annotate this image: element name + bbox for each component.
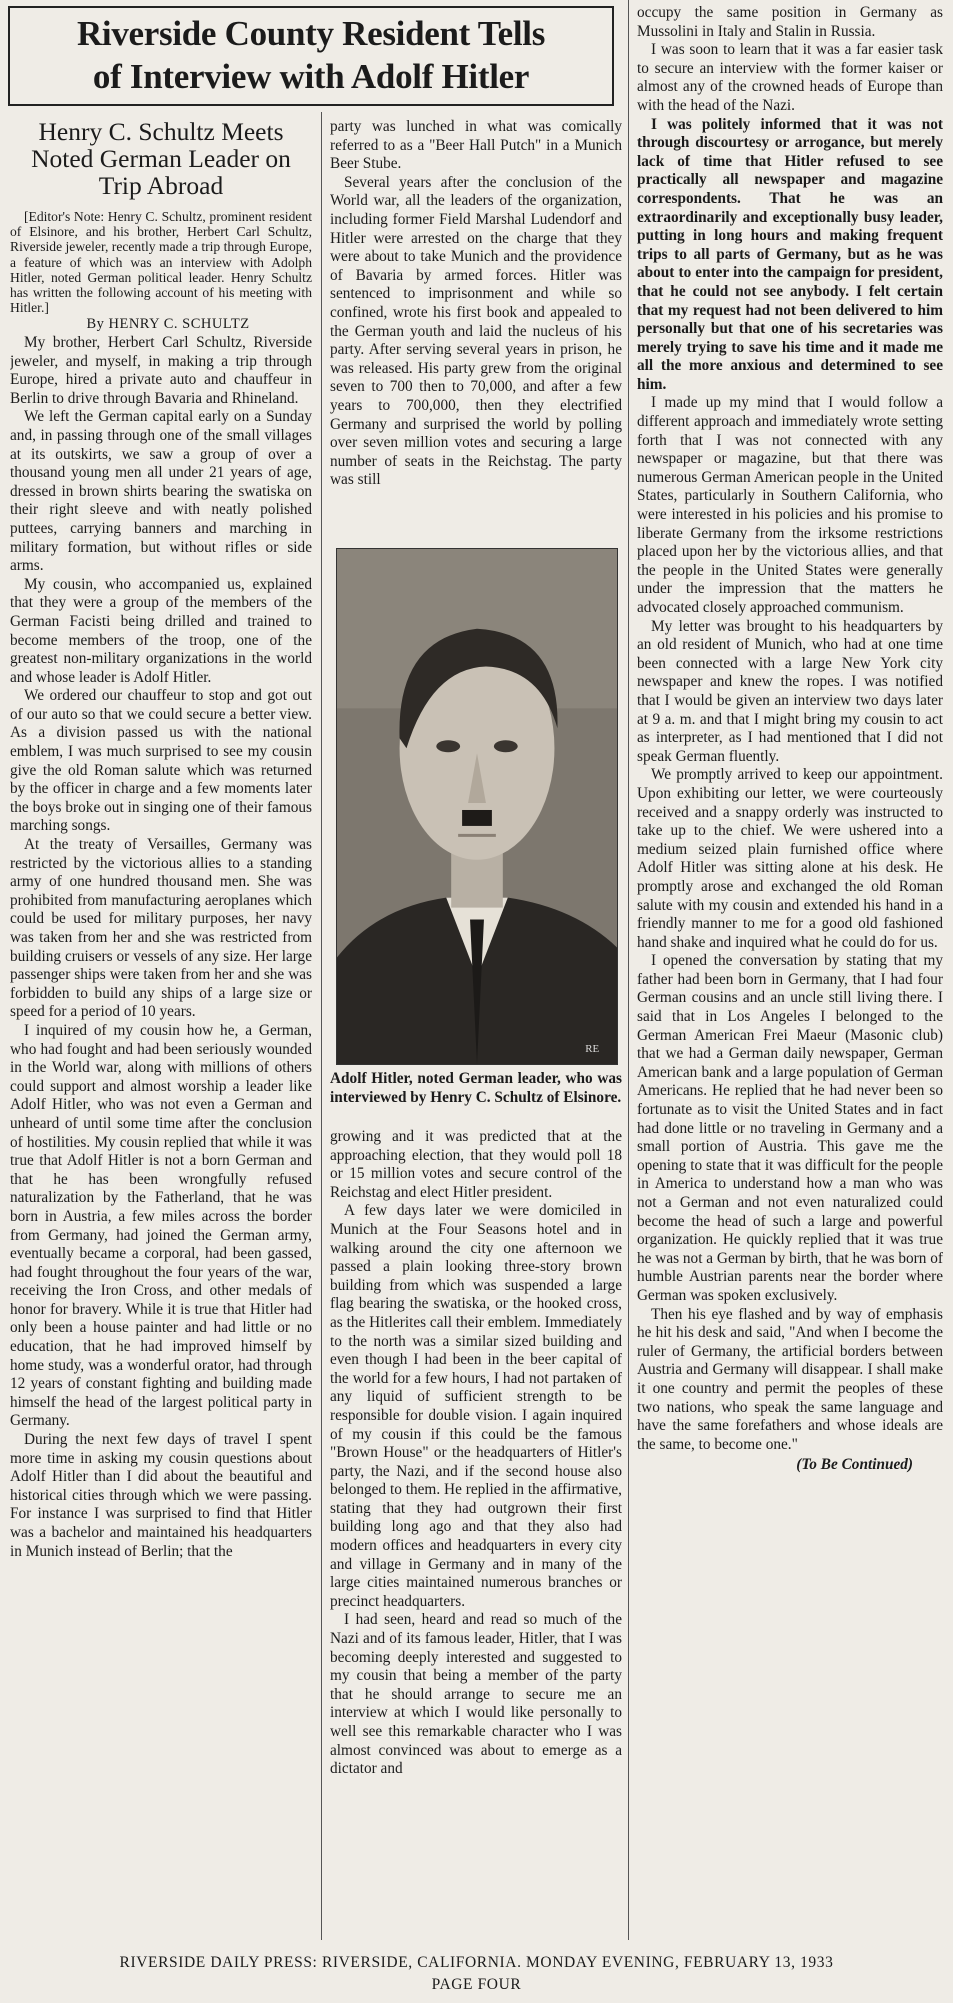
page-number: PAGE FOUR	[431, 1976, 522, 1993]
paragraph: I made up my mind that I would follow a different approach and immediately wrote setting forth that I was not connected with any newspaper or magazine, but that there was numerous German American people in the United States, particularly in Southern California, who were interested in his policies and his promise to liberate Germany from the irksome restrictions placed upon her by the victorious allies, and that the people in the United States were generally under the impression that the matters he advocated closely approached communism.	[637, 394, 943, 616]
paragraph: My brother, Herbert Carl Schultz, Riverside jeweler, and myself, in making a trip through Europe, hired a private auto and chauffeur in Berlin to drive through Bavaria and Rhineland.	[10, 334, 312, 407]
paragraph: My letter was brought to his headquarters by an old resident of Munich, who had at one time been connected with a large New York city newspaper and knew the ropes. I was notified that I would be given an interview two days later at 9 a. m. and that I might bring my cousin to act as interpreter, as I had mentioned that I did not speak German fluently.	[637, 617, 943, 765]
column-3	[637, 4, 943, 1944]
footer-dateline: RIVERSIDE DAILY PRESS: RIVERSIDE, CALIFORNIA. MONDAY EVENING, FEBRUARY 13, 1933	[119, 1954, 834, 1971]
column-1	[10, 118, 312, 1948]
column-2-bottom	[330, 1128, 622, 1938]
continued-note: (To Be Continued)	[796, 1456, 913, 1474]
paragraph: A few days later we were domiciled in Munich at the Four Seasons hotel and in walking around the city one afternoon we passed a plain looking three-story brown building from which was suspended a large flag bearing the swatiska, or the hooked cross, as the Hitlerites call their emblem. Immediately to the north was a similar sized building and even though I had been in the beer capital of the world for a few hours, I had not partaken of any liquid of sufficient strength to be responsible for double vision. I again inquired of my cousin if this could be the famous "Brown House" or the headquarters of Hitler's party, the Nazi, and if the second house also belonged to them. He replied in the affirmative, stating that they had outgrown their first building long ago and that they also had modern offices and headquarters in every city and village in Germany and in many of the large cities maintained numerous branches or precinct headquarters.	[330, 1202, 622, 1610]
editors-note: [Editor's Note: Henry C. Schultz, prominent resident of Elsinore, and his brother, Herbert Carl Schultz, Riverside jeweler, recently made a trip through Europe, a feature of which was an interview with Adolph Hitler, noted German political leader. Henry Schultz has written the following account of his meeting with Hitler.]	[10, 209, 312, 316]
byline: By HENRY C. SCHULTZ	[86, 316, 250, 333]
headline-box	[8, 6, 614, 106]
portrait-photo	[336, 548, 618, 1065]
paragraph: We left the German capital early on a Sunday and, in passing through one of the small villages at its outskirts, we saw a group of over a thousand young men all under 21 years of age, dressed in brown shirts bearing the swatiska on their right sleeve and with neatly polished puttees, carrying banners and marching in military formation, but without rifles or side arms.	[10, 408, 312, 575]
paragraph: Then his eye flashed and by way of emphasis he hit his desk and said, "And when I become the ruler of Germany, the artificial borders between Austria and Germany will disappear. I shall make it one country and permit the peoples of these two nations, who speak the same language and have the same forefathers and whose ideals are the same, to become one."	[637, 1305, 943, 1453]
paragraph: I opened the conversation by stating that my father had been born in Germany, that I had four German cousins and an uncle still living there. I said that in Los Angeles I belonged to the German American Frei Maeur (Masonic club) that we had a German daily newspaper, German American bank and a large population of German Americans. He replied that he had never been so fortunate as to visit the United States and in fact had done little or no traveling in Germany and a small portion of Austria. This gave me the opening to state that it was difficult for the people in America to understand how a man who was not a German and not even naturalized could become the head of such a large and powerful organization. He quickly replied that it was true he was not a German by birth, that he was born of humble Austrian parents near the border where German was spoken exclusively.	[637, 952, 943, 1304]
photo-caption: Adolf Hitler, noted German leader, who was interviewed by Henry C. Schultz of Elsinore.	[330, 1070, 622, 1106]
page-footer	[0, 1952, 953, 1996]
paragraph: occupy the same position in Germany as Mussolini in Italy and Stalin in Russia.	[637, 4, 943, 40]
paragraph: I had seen, heard and read so much of the Nazi and of its famous leader, Hitler, that I was becoming deeply interested and suggested to my cousin that being a member of the party that he should arrange to secure me an interview at which I would like personally to well see this remarkable character who I was almost convinced was about to emerge as a dictator and	[330, 1611, 622, 1778]
column-2-top	[330, 118, 622, 543]
paragraph: I was politely informed that it was not through discourtesy or arrogance, but merely lack of time that Hitler refused to see practically all newspaper and magazine correspondents. That he was an extraordinarily and exceptionally busy leader, putting in long hours and making frequent trips to all parts of Germany, but as he was about to enter into the campaign for president, that he could not see anybody. I felt certain that my request had not been delivered to him personally but that one of his secretaries was merely trying to save his time and it made me all the more anxious and determined to see him.	[637, 115, 943, 393]
headline-line-1: Riverside County Resident Tells	[76, 14, 546, 53]
column-rule-1	[321, 112, 322, 1940]
photo-watermark: RE	[585, 1043, 600, 1056]
column-rule-2-top	[628, 0, 629, 112]
subheadline: Henry C. Schultz Meets Noted German Leader on Trip Abroad	[31, 118, 291, 200]
paragraph: We promptly arrived to keep our appointment. Upon exhibiting our letter, we were courteously received and a snappy orderly was instructed to take up to the chief. We were ushered into a medium seized plain furnished office where Adolf Hitler was sitting alone at his desk. He promptly arose and exchanged the old Roman salute with my cousin and extended his hand in a friendly manner to me for a good old fashioned hand shake and inquired what he could do for us.	[637, 766, 943, 951]
paragraph: At the treaty of Versailles, Germany was restricted by the victorious allies to a standing army of one hundred thousand men. She was prohibited from manufacturing aeroplanes which could be used for military purposes, her navy was taken from her and she was restricted from building cruisers or vessels of any size. Her large passenger ships were taken from her and she was forbidden to build any ships of a large size or speed for a period of 10 years.	[10, 836, 312, 1021]
column-rule-2	[628, 112, 629, 1940]
paragraph: During the next few days of travel I spent more time in asking my cousin questions about Adolf Hitler than I did about the beautiful and historical cities through which we were passing. For instance I was surprised to find that Hitler was a bachelor and maintained his headquarters in Munich instead of Berlin; that the	[10, 1431, 312, 1560]
paragraph: growing and it was predicted that at the approaching election, that they would poll 18 or 15 million votes and secure control of the Reichstag and elect Hitler president.	[330, 1128, 622, 1201]
paragraph: We ordered our chauffeur to stop and got out of our auto so that we could secure a better view. As a division passed us with the national emblem, I was much surprised to see my cousin give the old Roman salute which was returned by the officer in charge and a few moments later the boys broke out in singing one of their famous marching songs.	[10, 687, 312, 835]
paragraph: My cousin, who accompanied us, explained that they were a group of the members of the German Facisti being drilled and trained to become members of the troop, one of the greatest non-military organizations in the world and whose leader is Adolf Hitler.	[10, 575, 312, 686]
paragraph: Several years after the conclusion of the World war, all the leaders of the organization, including former Field Marshal Ludendorf and Hitler were arrested on the charge that they were about to take Munich and the providence of Bavaria by armed forces. Hitler was sentenced to imprisonment and while so confined, wrote his first book and appealed to the German youth and laid the nucleus of his party. After serving several years in prison, he was released. His party grew from the original seven to 700 then to 70,000, and after a few years to 700,000, then they electrified Germany and surprised the world by polling over seven million votes and securing a large number of seats in the Reichstag. The party was still	[330, 173, 622, 489]
portrait-illustration	[337, 549, 617, 1064]
paragraph: I was soon to learn that it was a far easier task to secure an interview with the former kaiser or almost any of the crowned heads of Europe than with the head of the Nazi.	[637, 41, 943, 114]
paragraph: party was lunched in what was comically referred to as a "Beer Hall Putch" in a Munich Beer Stube.	[330, 118, 622, 173]
paragraph: I inquired of my cousin how he, a German, who had fought and had been seriously wounded in the World war, along with millions of others could support and almost worship a leader like Adolf Hitler, who was not even a German and unheard of until some time after the conclusion of hostilities. My cousin replied that while it was true that Adolf Hitler is not a born German and that he has been wrongfully refused naturalization by the Fatherland, that he was born in Austria, a few miles across the border from Germany, had joined the German army, eventually became a corporal, had been gassed, had fought throughout the four years of the war, receiving the Iron Cross, and other medals of honor for bravery. While it is true that Hitler had only been a house painter and had little or no education, that he had improved himself by home study, was a wonderful orator, had through 12 years of constant fighting and building made himself the head of the largest political party in Germany.	[10, 1021, 312, 1430]
headline-line-2: of Interview with Adolf Hitler	[92, 57, 530, 96]
